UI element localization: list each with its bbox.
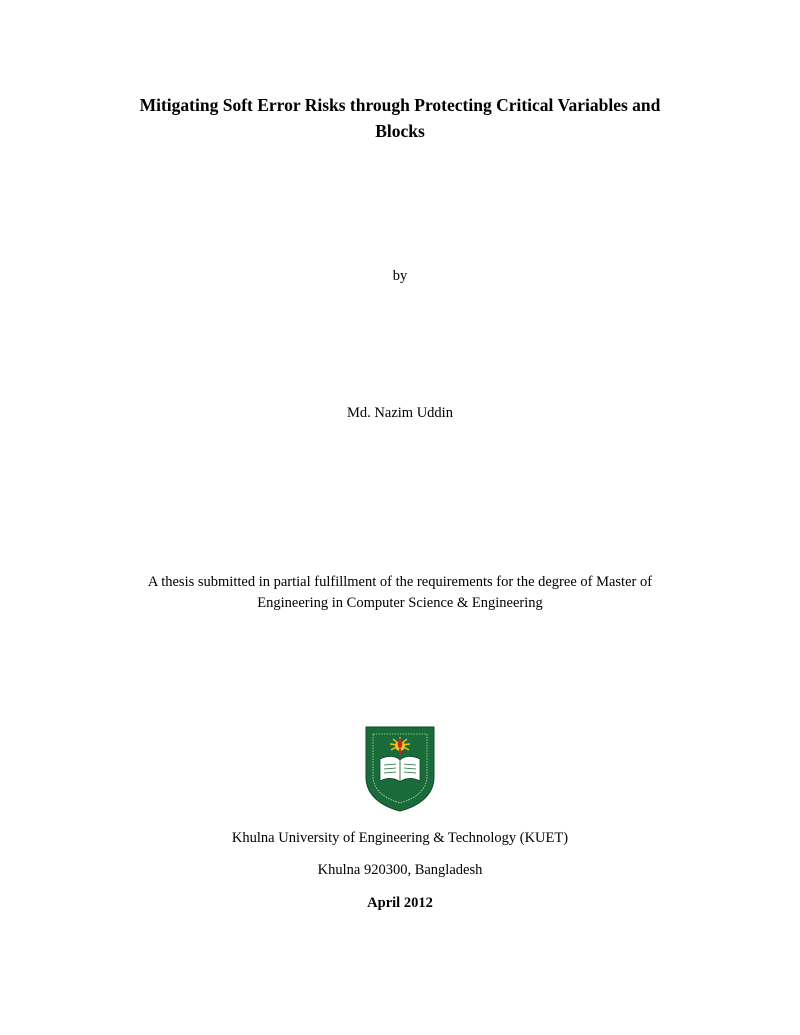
thesis-title [0,92,800,144]
author-name: Md. Nazim Uddin [347,405,453,421]
thesis-title-line-1: Mitigating Soft Error Risks through Protecting Critical Variables and [139,95,661,115]
kuet-crest-icon [364,725,436,813]
degree-statement [0,572,800,614]
degree-statement-line-2: Engineering in Computer Science & Engineering [257,595,543,611]
institution-address: Khulna 920300, Bangladesh [317,862,483,878]
by-label: by [392,268,408,284]
thesis-title-line-2: Blocks [375,121,425,141]
submission-date: April 2012 [367,895,433,911]
degree-statement-line-1: A thesis submitted in partial fulfillment of the requirements for the degree of Master of [147,574,653,590]
institution-name: Khulna University of Engineering & Technology (KUET) [231,830,569,846]
